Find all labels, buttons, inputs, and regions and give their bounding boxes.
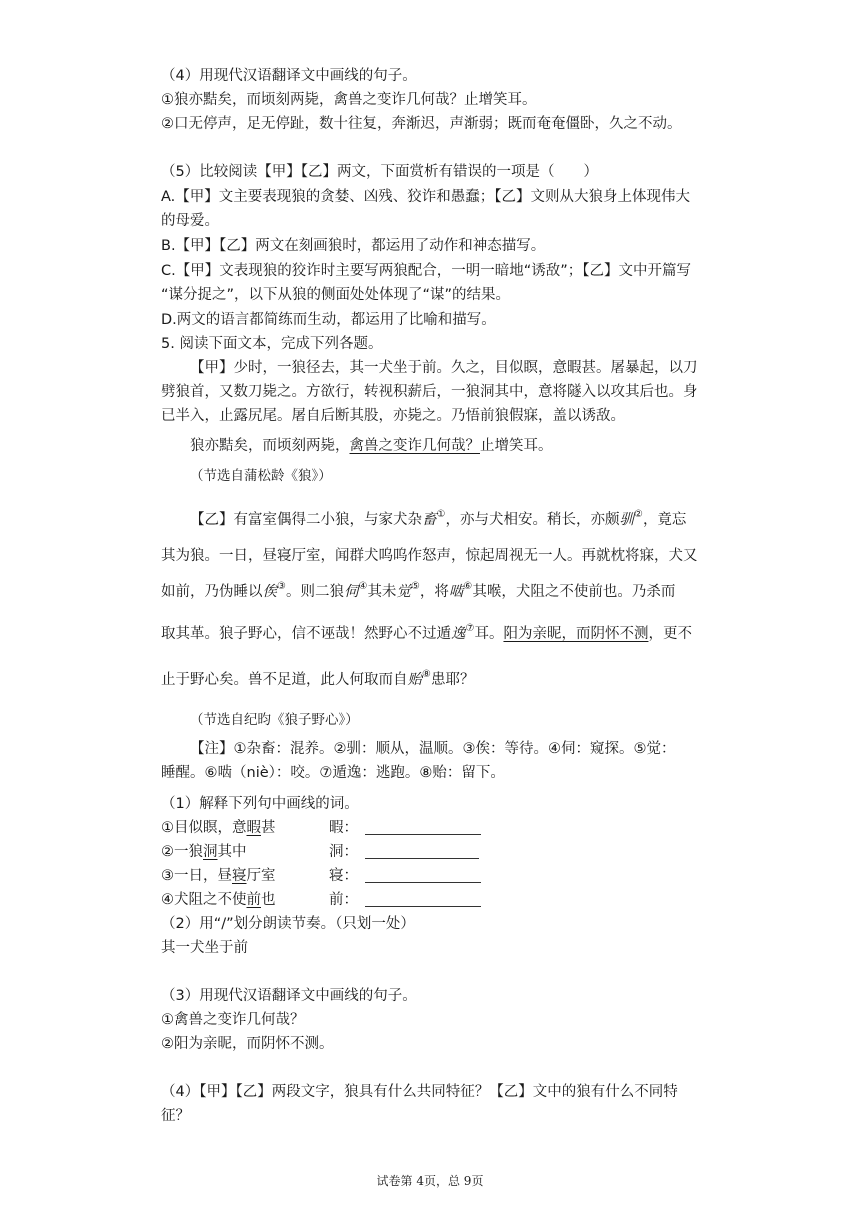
s1-item-text: ①目似瞑，意	[161, 820, 247, 836]
q5-option-c-line2: “谋分捉之”，以下从狼的侧面处处体现了“谋”的结果。	[161, 287, 511, 303]
s3-sentence-1: ①禽兽之变诈几何哉？	[161, 1012, 305, 1028]
note-marker: ③	[277, 581, 286, 592]
s1-item	[161, 866, 481, 886]
q5-option-a-line2: 的母爱。	[161, 213, 219, 229]
q5-option-a-line1: A.【甲】文主要表现狼的贪婪、凶残、狡诈和愚蠢；【乙】文则从大狼身上体现伟大	[161, 189, 691, 205]
q4-sentence-1: ①狼亦黠矣，而顷刻两毙，禽兽之变诈几何哉？止增笑耳。	[161, 92, 537, 108]
answer-blank[interactable]	[365, 819, 481, 835]
s1-item-text: 其中	[217, 844, 247, 860]
note-marker: ②	[633, 509, 643, 520]
s3-title: （3）用现代汉语翻译文中画线的句子。	[161, 988, 417, 1004]
s1-target-word: 前	[246, 892, 261, 908]
s1-answer-label: 暇：	[329, 820, 358, 836]
answer-blank[interactable]	[365, 891, 481, 907]
s1-answer-label: 寝：	[329, 868, 358, 884]
jia-line-4	[190, 436, 553, 456]
s2-sentence: 其一犬坐于前	[161, 940, 248, 956]
s1-item	[161, 890, 481, 910]
yi-annotated-word: 伺	[343, 584, 359, 600]
yi-annotated-word: 畜	[422, 512, 437, 528]
s3-sentence-2: ②阳为亲昵，而阴怀不测。	[161, 1036, 334, 1052]
note-marker: ⑧	[422, 669, 431, 680]
q5-option-d: D.两文的语言都简练而生动，都运用了比喻和描写。	[161, 312, 496, 328]
jia-underlined-sentence: 禽兽之变诈几何哉？	[349, 438, 480, 454]
s1-answer-label: 前：	[329, 892, 358, 908]
page-footer: 试卷第 4页，总 9页	[376, 1174, 484, 1188]
yi-text: 其喉，犬阻之不使前也。乃杀而	[472, 584, 676, 600]
answer-blank[interactable]	[365, 843, 479, 859]
yi-underlined-sentence: 阳为亲昵，而阴怀不测	[503, 626, 649, 642]
yi-text: 患耶？	[430, 672, 475, 688]
yi-text: ，将	[419, 584, 449, 600]
s1-target-word: 寝	[232, 868, 247, 884]
yi-line-1	[190, 510, 686, 532]
note-marker: ⑤	[410, 581, 420, 592]
jia-line-1: 【甲】少时，一狼径去，其一犬坐于前。久之，目似瞑，意暇甚。屠暴起，以刀	[190, 360, 698, 376]
q4-sentence-2: ②口无停声，足无停趾，数十往复，奔渐迟，声渐弱；既而奄奄僵卧，久之不动。	[161, 116, 682, 132]
s1-item-text: ③一日，昼	[161, 868, 232, 884]
jia-source: （节选自蒲松龄《狼》）	[190, 468, 332, 484]
q5-option-b: B.【甲】【乙】两文在刻画狼时，都运用了动作和神态描写。	[161, 238, 546, 254]
yi-annotated-word: 觉	[396, 584, 411, 600]
yi-text: 取其革。狼子野心，信不诬哉！然野心不过遁	[161, 626, 451, 642]
jia-line-2: 劈狼首，又数刀毙之。方欲行，转视积薪后，一狼洞其中，意将隧入以攻其后也。身	[161, 384, 698, 400]
yi-text: ，亦与犬相安。稍长，亦颇	[445, 512, 620, 528]
jia-line-3: 已半入，止露尻尾。屠自后断其股，亦毙之。乃悟前狼假寐，盖以诱敌。	[161, 408, 625, 424]
note-marker: ⑦	[465, 623, 475, 634]
s1-item	[161, 818, 481, 838]
yi-text: 。则二狼	[285, 584, 344, 600]
answer-blank[interactable]	[365, 867, 481, 883]
s1-item-text: ②一狼	[161, 844, 203, 860]
yi-annotated-word: 啮	[448, 584, 464, 600]
s4-line-2: 征？	[161, 1108, 190, 1124]
q5-title: （5）比较阅读【甲】【乙】两文，下面赏析有错误的一项是（ ）	[161, 164, 598, 180]
yi-annotated-word: 驯	[619, 512, 634, 528]
notes-line-1: 【注】①杂畜：混养。②驯：顺从，温顺。③俟：等待。④伺：窥探。⑤觉：	[190, 741, 676, 757]
s1-target-word: 暇	[246, 820, 261, 836]
yi-annotated-word: 逸	[451, 626, 466, 642]
s1-item-text: 甚	[261, 820, 276, 836]
s1-target-word: 洞	[203, 844, 218, 860]
jia-line-4-b: 止增笑耳。	[480, 438, 553, 454]
s1-item-text: 厅室	[246, 868, 276, 884]
s1-item	[161, 842, 479, 862]
yi-line-3	[161, 582, 675, 604]
q4-title: （4）用现代汉语翻译文中画线的句子。	[161, 68, 417, 84]
yi-line-5	[161, 670, 474, 692]
s1-answer-label: 洞：	[329, 844, 358, 860]
yi-text: 其未	[367, 584, 397, 600]
yi-line-4	[161, 624, 692, 646]
yi-text: 如前，乃伪睡以	[161, 584, 263, 600]
q5-option-c-line1: C.【甲】文表现狼的狡诈时主要写两狼配合，一明一暗地“诱敌”；【乙】文中开篇写	[161, 263, 692, 279]
yi-annotated-word: 俟	[262, 584, 277, 600]
reading-title: 5. 阅读下面文本，完成下列各题。	[161, 336, 383, 352]
note-marker: ⑥	[463, 581, 473, 592]
note-marker: ④	[358, 581, 368, 592]
s1-item-text: ④犬阻之不使	[161, 892, 247, 908]
yi-text: ，更不	[648, 626, 692, 642]
yi-text: ，竟忘	[642, 512, 687, 528]
s1-title: （1）解释下列句中画线的词。	[161, 796, 359, 812]
yi-source: （节选自纪昀《狼子野心》）	[190, 712, 359, 728]
yi-text: 耳。	[474, 626, 504, 642]
yi-text: 止于野心矣。兽不足道，此人何取而自	[161, 672, 408, 688]
notes-line-2: 睡醒。⑥啮（niè）：咬。⑦遁逸：逃跑。⑧贻：留下。	[161, 765, 505, 781]
yi-annotated-word: 贻	[407, 672, 422, 688]
yi-line-2: 其为狼。一日，昼寝厅室，闻群犬呜呜作怒声，惊起周视无一人。再就枕将寐，犬又	[161, 548, 698, 564]
note-marker: ①	[436, 509, 446, 520]
s4-line-1: （4）【甲】【乙】两段文字，狼具有什么共同特征？【乙】文中的狼有什么不同特	[161, 1084, 678, 1100]
yi-text: 【乙】有富室偶得二小狼，与家犬杂	[190, 512, 422, 528]
s1-item-text: 也	[261, 892, 276, 908]
jia-line-4-a: 狼亦黠矣，而顷刻两毙，	[190, 438, 350, 454]
s2-title: （2）用“/”划分朗读节奏。（只划一处）	[161, 916, 415, 932]
